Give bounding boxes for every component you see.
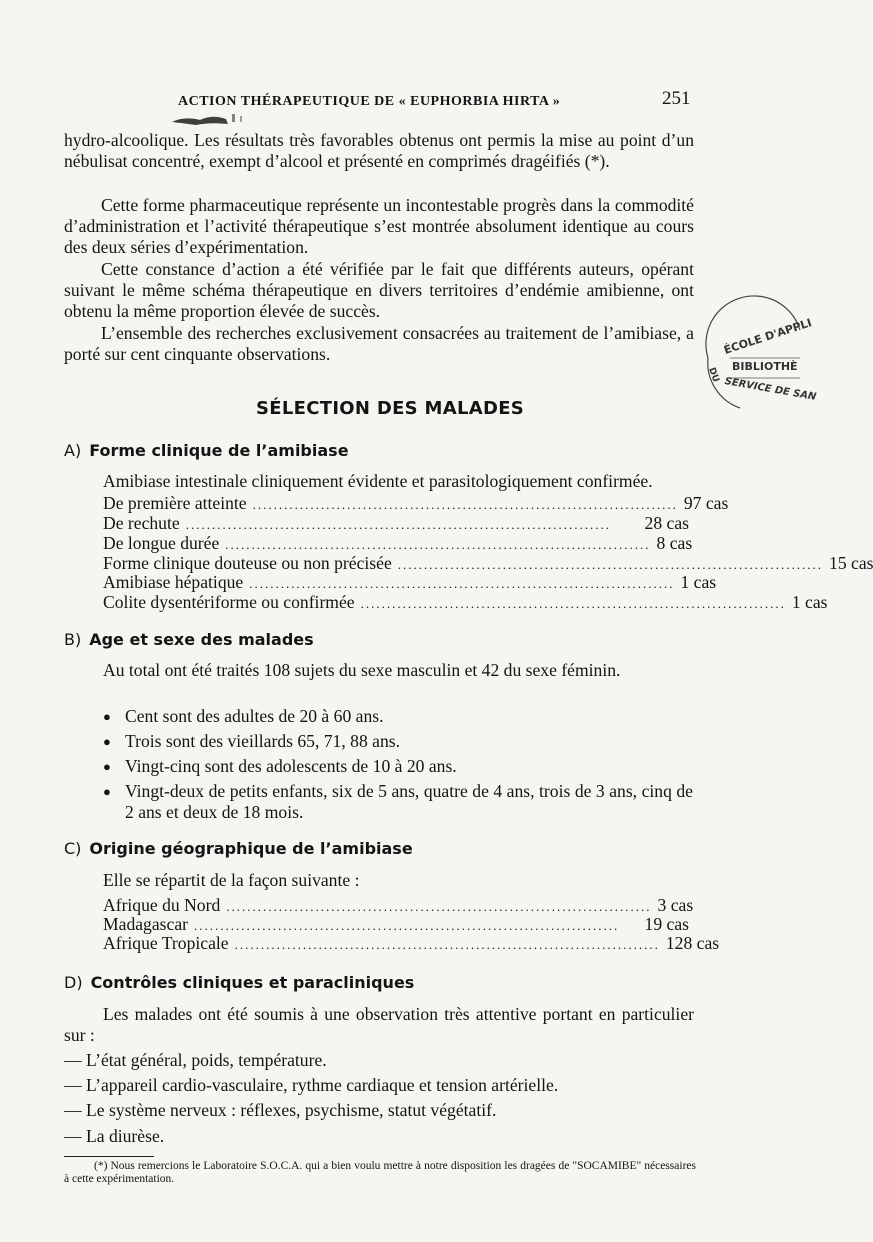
stamp-text-line1: ÉCOLE D'APPLI [722, 316, 814, 357]
paragraph-1: hydro-alcoolique. Les résultats très favorables obtenus ont permis la mise au point d’un nébulisat concentré, exempt d’alcool et présenté en comprimés dragéifiés (*). [64, 130, 694, 171]
heading-section-a [64, 441, 349, 460]
stamp-side-letters: DU [706, 366, 721, 384]
section-c-title: Origine géographique de l’amibiase [89, 839, 413, 858]
footnote: (*) Nous remercions le Laboratoire S.O.C.A. qui a bien voulu mettre à notre disposition les dragées de "SOCAMIBE" nécessaires à cette expérimentation. [64, 1160, 696, 1185]
section-b-letter: B) [64, 630, 82, 649]
row-label: Colite dysentériforme ou confirmée [103, 592, 355, 612]
dot-leader: ................................................................................. [397, 557, 824, 572]
list-item [103, 553, 873, 573]
row-label: De rechute [103, 513, 180, 533]
row-label: Madagascar [103, 914, 188, 934]
row-value: 1 cas [791, 592, 828, 612]
list-item: — Le système nerveux : réflexes, psychisme, statut végétatif. [64, 1100, 497, 1120]
section-a-intro: Amibiase intestinale cliniquement évidente et parasitologiquement confirmée. [103, 471, 653, 491]
list-item: — L’appareil cardio-vasculaire, rythme cardiaque et tension artérielle. [64, 1075, 559, 1095]
section-d-title: Contrôles cliniques et paracliniques [90, 973, 415, 992]
list-item: — L’état général, poids, température. [64, 1050, 327, 1070]
list-item [103, 493, 729, 513]
paragraph-2: Cette forme pharmaceutique représente un incontestable progrès dans la commodité d’administration et l’activité thérapeutique s’est montrée absolument identique au cours des deux séries d’expérimentation. [64, 195, 694, 257]
row-label: Afrique du Nord [103, 895, 221, 915]
dot-leader: ................................................................................. [360, 596, 786, 611]
heading-section-c [64, 839, 413, 858]
stamp-text-line2: BIBLIOTHÈ [732, 360, 798, 373]
section-b-title: Age et sexe des malades [89, 630, 314, 649]
row-label: Amibiase hépatique [103, 572, 244, 592]
row-value: 1 cas [680, 572, 717, 592]
running-header: ACTION THÉRAPEUTIQUE DE « EUPHORBIA HIRTA » [178, 94, 561, 109]
section-a-letter: A) [64, 441, 82, 460]
page-number: 251 [662, 88, 691, 109]
section-b-intro: Au total ont été traités 108 sujets du sexe masculin et 42 du sexe féminin. [103, 660, 621, 680]
dot-leader: ................................................................................. [249, 576, 675, 591]
bullet-item: ● Vingt-deux de petits enfants, six de 5 ans, quatre de 4 ans, trois de 3 ans, cinq de 2 ans et deux de 18 mois. [103, 781, 693, 823]
section-c-intro: Elle se répartit de la façon suivante : [103, 870, 360, 890]
bullet-item: ● Cent sont des adultes de 20 à 60 ans. [103, 706, 693, 727]
footnote-rule [64, 1156, 154, 1157]
row-label: De première atteinte [103, 493, 247, 513]
dot-leader: ................................................................................. [185, 517, 611, 532]
dot-leader: ................................................................................. [225, 537, 651, 552]
bullet-item: ● Vingt-cinq sont des adolescents de 10 à 20 ans. [103, 756, 693, 777]
dot-leader: ................................................................................. [226, 899, 652, 914]
section-d-letter: D) [64, 973, 83, 992]
row-label: De longue durée [103, 533, 220, 553]
row-value: 19 cas [644, 914, 689, 934]
row-value: 97 cas [683, 493, 729, 513]
paragraph-4: L’ensemble des recherches exclusivement consacrées au traitement de l’amibiase, a porté sur cent cinquante observations. [64, 323, 694, 364]
heading-section-b [64, 630, 314, 649]
row-value: 3 cas [657, 895, 694, 915]
row-value: 28 cas [644, 513, 689, 533]
dot-leader: ................................................................................. [252, 497, 678, 512]
list-item [103, 914, 689, 934]
row-value: 128 cas [665, 933, 720, 953]
section-c-letter: C) [64, 839, 82, 858]
library-stamp [700, 316, 818, 414]
paragraph-3: Cette constance d’action a été vérifiée par le fait que différents auteurs, opérant suivant le même schéma thérapeutique en divers territoires d’endémie amibienne, ont obtenu la même proportion élevée de succès. [64, 259, 694, 321]
section-a-title: Forme clinique de l’amibiase [89, 441, 349, 460]
dot-leader: ................................................................................. [194, 918, 620, 933]
section-d-intro: Les malades ont été soumis à une observation très attentive portant en particulier sur : [64, 1004, 694, 1045]
ink-smudge-mark [170, 110, 250, 126]
row-label: Afrique Tropicale [103, 933, 229, 953]
dot-leader: ................................................................................. [234, 937, 660, 952]
section-title: SÉLECTION DES MALADES [256, 398, 525, 419]
bullet-item: ● Trois sont des vieillards 65, 71, 88 ans. [103, 731, 693, 752]
list-item [103, 533, 693, 553]
row-value: 15 cas [829, 553, 873, 573]
list-item [103, 895, 694, 915]
list-item [103, 592, 828, 612]
list-item [103, 572, 717, 592]
row-label: Forme clinique douteuse ou non précisée [103, 553, 392, 573]
stamp-text-line3: SERVICE DE SAN [723, 376, 818, 403]
heading-section-d [64, 973, 414, 992]
list-item [103, 933, 720, 953]
list-item [103, 513, 689, 533]
row-value: 8 cas [656, 533, 693, 553]
list-item: — La diurèse. [64, 1126, 165, 1146]
